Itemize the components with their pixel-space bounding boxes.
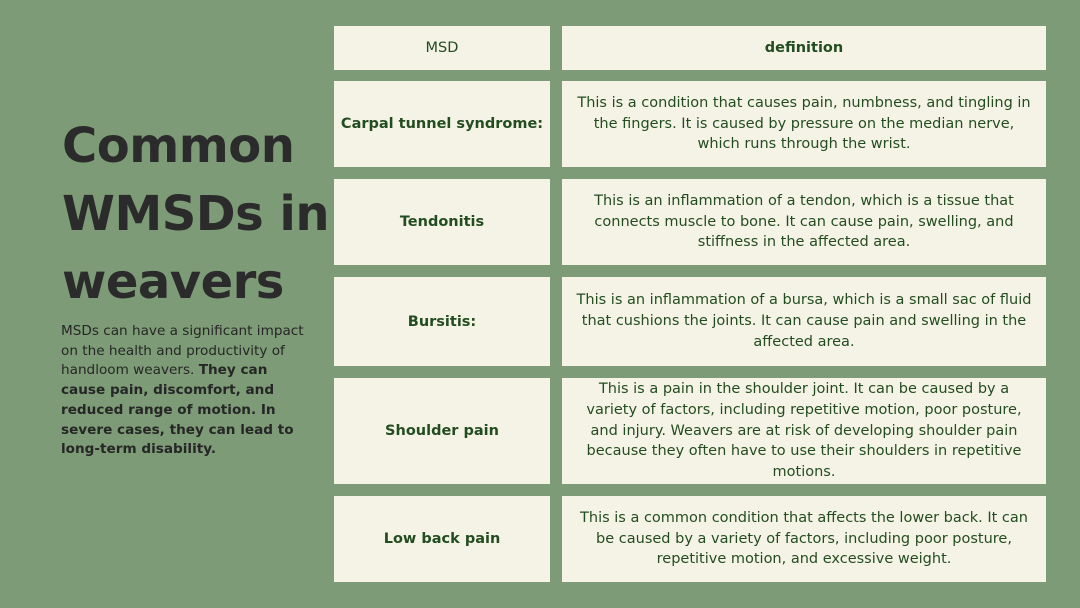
msd-cell: Tendonitis [334, 179, 550, 265]
title-line-1: Common [62, 118, 295, 174]
definition-cell: This is an inflammation of a bursa, which is a small sac of fluid that cushions the joints. It can cause pain and swelling in the affected area. [562, 277, 1046, 366]
msd-cell: Bursitis: [334, 277, 550, 366]
definition-cell: This is a pain in the shoulder joint. It can be caused by a variety of factors, including repetitive motion, poor posture, and injury. Weavers are at risk of developing shoulder pain because they often have to use their shoulders in repetitive motions. [562, 378, 1046, 484]
title-line-2: WMSDs in [62, 186, 330, 242]
msd-cell: Shoulder pain [334, 378, 550, 484]
intro-text: MSDs can have a significant impact on the health and productivity of handloom weavers. [61, 323, 304, 379]
table-row [334, 179, 1046, 265]
page-title [62, 112, 332, 316]
table-row [334, 81, 1046, 167]
definition-cell: This is an inflammation of a tendon, which is a tissue that connects muscle to bone. It can cause pain, swelling, and stiffness in the affected area. [562, 179, 1046, 265]
table-header-row [334, 26, 1046, 70]
header-definition: definition [562, 26, 1046, 70]
title-line-3: weavers [62, 254, 284, 310]
definition-cell: This is a condition that causes pain, numbness, and tingling in the fingers. It is caused by pressure on the median nerve, which runs through the wrist. [562, 81, 1046, 167]
table-row [334, 378, 1046, 484]
msd-cell: Low back pain [334, 496, 550, 582]
definition-cell: This is a common condition that affects the lower back. It can be caused by a variety of factors, including poor posture, repetitive motion, and excessive weight. [562, 496, 1046, 582]
intro-paragraph [61, 322, 316, 460]
header-msd: MSD [334, 26, 550, 70]
table-row [334, 277, 1046, 366]
intro-emphasis: They can cause pain, discomfort, and reduced range of motion. In severe cases, they can lead to long-term disability. [61, 362, 294, 458]
table-row [334, 496, 1046, 582]
msd-cell: Carpal tunnel syndrome: [334, 81, 550, 167]
